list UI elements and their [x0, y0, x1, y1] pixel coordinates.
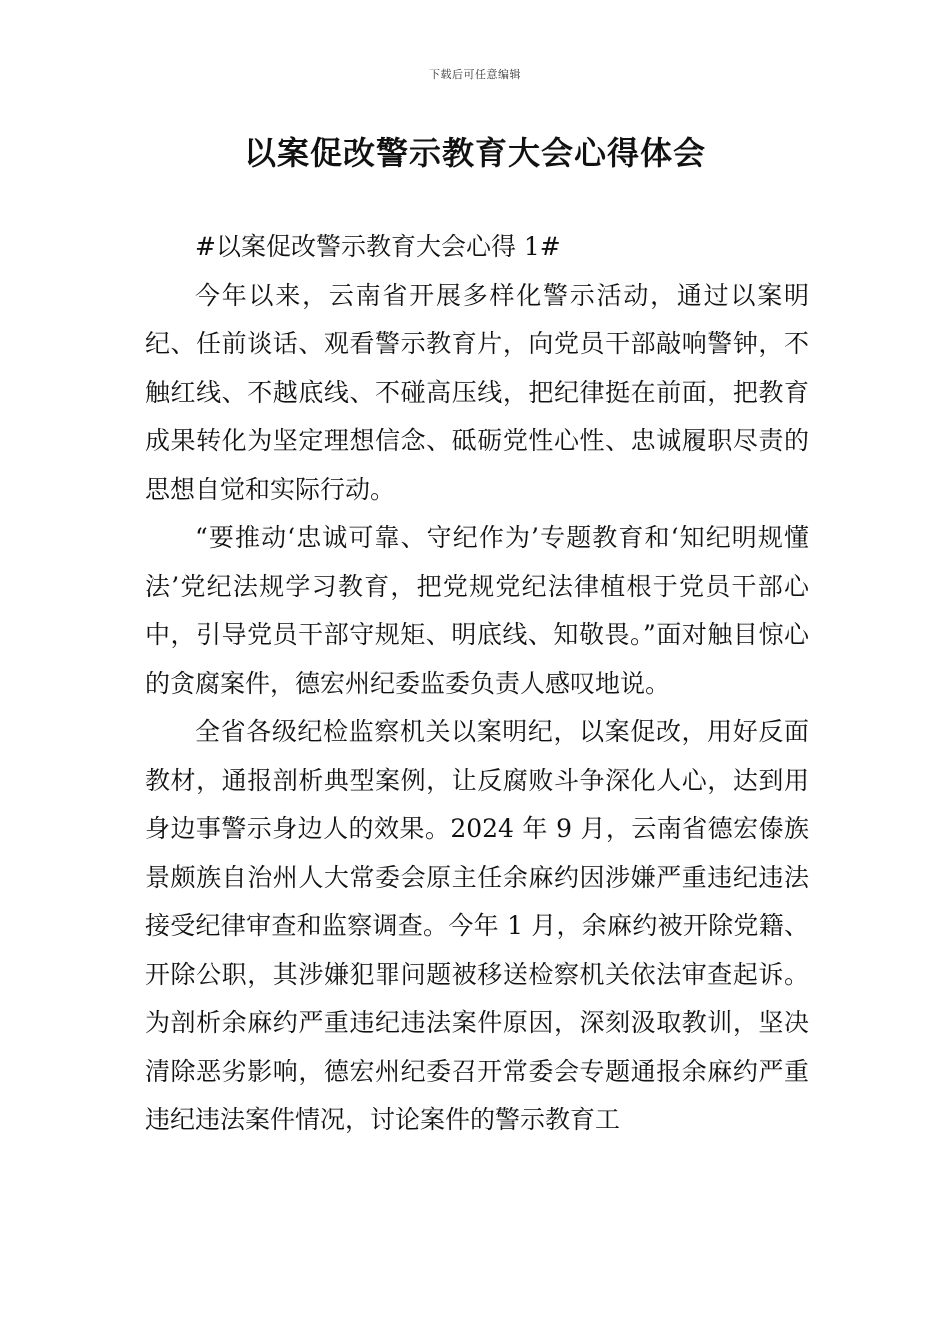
- section-heading: #以案促改警示教育大会心得 1#: [195, 232, 561, 261]
- document-title: 以案促改警示教育大会心得体会: [243, 134, 706, 172]
- document-body: [145, 223, 809, 1145]
- paragraph: “要推动‘忠诚可靠、守纪作为’专题教育和‘知纪明规懂法’党纪法规学习教育，把党规党纪法律植根于党员干部心中，引导党员干部守规矩、明底线、知敬畏。”面对触目惊心的贪腐案件，德宏州纪委监委负责人感叹地说。: [145, 523, 809, 698]
- paragraph: 今年以来，云南省开展多样化警示活动，通过以案明纪、任前谈话、观看警示教育片，向党员干部敲响警钟，不触红线、不越底线、不碰高压线，把纪律挺在前面，把教育成果转化为坚定理想信念、砥砺党性心性、忠诚履职尽责的思想自觉和实际行动。: [145, 280, 809, 504]
- header-note: 下载后可任意编辑: [429, 68, 521, 81]
- paragraph: 全省各级纪检监察机关以案明纪，以案促改，用好反面教材，通报剖析典型案例，让反腐败斗争深化人心，达到用身边事警示身边人的效果。2024 年 9 月，云南省德宏傣族景颇族自治州人大常委会原主任余麻约因涉嫌严重违纪违法接受纪律审查和监察调查。今年 1 月，余麻约被开除党籍、开除公职，其涉嫌犯罪问题被移送检察机关依法审查起诉。为剖析余麻约严重违纪违法案件原因，深刻汲取教训，坚决清除恶劣影响，德宏州纪委召开常委会专题通报余麻约严重违纪违法案件情况，讨论案件的警示教育工: [145, 717, 809, 1134]
